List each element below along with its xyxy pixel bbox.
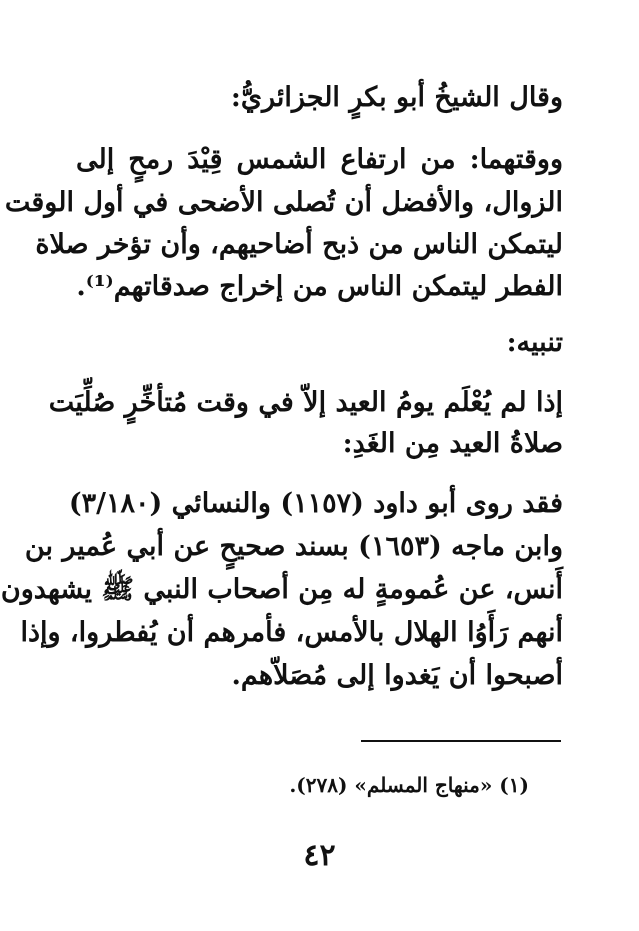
paragraph2-line-2: صلاةُ العيد مِن الغَدِ: xyxy=(342,428,563,459)
footnote-separator xyxy=(361,740,561,742)
paragraph3-line-2: وابن ماجه (١٦٥٣) بسند صحيحٍ عن أبي عُمير بن xyxy=(24,531,563,562)
paragraph3-line-3: أَنس، عن عُمومةٍ له مِن أصحاب النبي ﷺ يشهدون xyxy=(0,574,563,605)
paragraph2-line-1: إذا لم يُعْلَم يومُ العيد إلاّ في وقت مُتأخِّرٍ صُلِّيَت xyxy=(48,387,563,418)
paragraph1-line-2: الزوال، والأفضل أن تُصلى الأضحى في أول الوقت xyxy=(4,187,563,218)
intro-line: وقال الشيخُ أبو بكرٍ الجزائريُّ: xyxy=(230,82,563,113)
paragraph3-line-4: أنهم رَأَوُا الهلال بالأمس، فأمرهم أن يُفطروا، وإذا xyxy=(20,617,563,648)
paragraph3-line-5: أصبحوا أن يَغدوا إلى مُصَلاّهم. xyxy=(231,660,563,691)
paragraph1-line-1: ووقتهما: من ارتفاع الشمس قِيْدَ رمحٍ إلى xyxy=(76,144,563,175)
paragraph1-line-3: ليتمكن الناس من ذبح أضاحيهم، وأن تؤخر صلاة xyxy=(35,229,563,260)
paragraph3-line-1: فقد روى أبو داود (١١٥٧) والنسائي (٣/١٨٠) xyxy=(68,488,563,519)
paragraph1-line-4: الفطر ليتمكن الناس من إخراج صدقاتهم⁽¹⁾. xyxy=(76,271,563,302)
page-number: ٤٢ xyxy=(303,838,336,873)
footnote: (١) «منهاج المسلم» (٢٧٨). xyxy=(289,773,529,797)
notice-heading: تنبيه: xyxy=(506,327,563,358)
